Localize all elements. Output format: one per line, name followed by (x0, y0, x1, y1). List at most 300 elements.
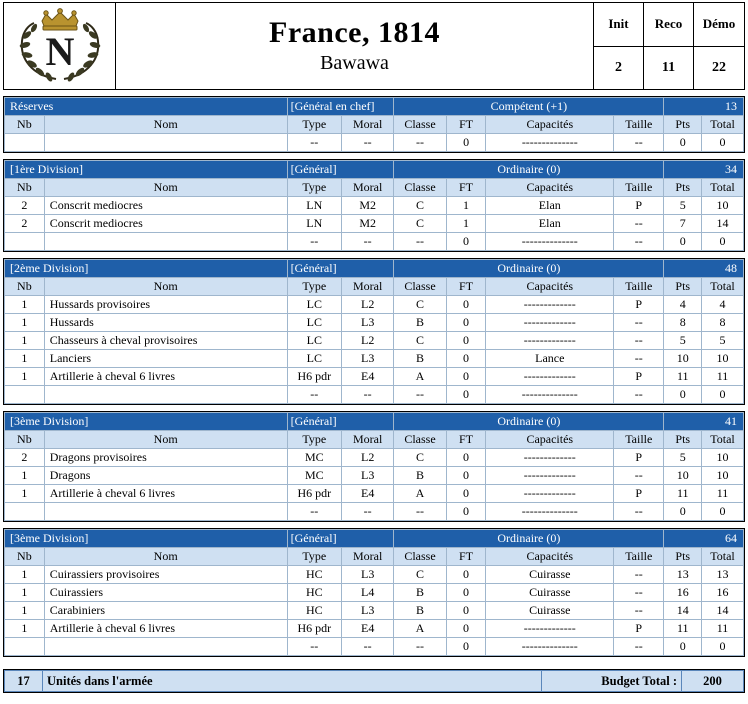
table-row[interactable] (5, 485, 744, 503)
cell-ft: 0 (446, 449, 486, 467)
cell-classe: C (394, 215, 446, 233)
cell-taille: -- (614, 332, 664, 350)
column-header-capacits: Capacités (486, 548, 614, 566)
svg-text:N: N (45, 29, 74, 74)
cell-moral: L3 (342, 467, 394, 485)
division-sections (3, 96, 745, 663)
cell-moral: L2 (342, 296, 394, 314)
column-header-type: Type (287, 179, 341, 197)
cell-taille: P (614, 197, 664, 215)
cell-type: H6 pdr (287, 620, 341, 638)
cell-total: 0 (702, 386, 744, 404)
cell-total: 5 (702, 332, 744, 350)
cell-moral: M2 (342, 215, 394, 233)
cell-total: 8 (702, 314, 744, 332)
column-header-moral: Moral (342, 278, 394, 296)
cell-ft: 0 (446, 602, 486, 620)
cell-type: H6 pdr (287, 485, 341, 503)
cell-pts: 0 (664, 233, 702, 251)
footer-budget-label: Budget Total : (542, 671, 682, 692)
cell-total: 10 (702, 197, 744, 215)
cell-cap: Elan (486, 197, 614, 215)
division-general: [Général] (287, 161, 394, 179)
division-points: 34 (664, 161, 744, 179)
cell-cap: -------------- (486, 638, 614, 656)
cell-moral: -- (342, 386, 394, 404)
cell-pts: 11 (664, 620, 702, 638)
section-spacer (3, 657, 745, 663)
cell-ft: 0 (446, 584, 486, 602)
table-row[interactable] (5, 449, 744, 467)
column-header-classe: Classe (394, 116, 446, 134)
cell-nom: Artillerie à cheval 6 livres (44, 620, 287, 638)
table-row[interactable] (5, 620, 744, 638)
cell-pts: 0 (664, 134, 702, 152)
cell-type: -- (287, 638, 341, 656)
cell-nom: Carabiniers (44, 602, 287, 620)
cell-cap: ------------- (486, 314, 614, 332)
cell-ft: 0 (446, 485, 486, 503)
napoleon-laurel-crown-N-crest-icon (4, 3, 116, 89)
division-rating: Ordinaire (0) (394, 413, 664, 431)
cell-cap: ------------- (486, 296, 614, 314)
cell-nom: Artillerie à cheval 6 livres (44, 485, 287, 503)
column-header-pts: Pts (664, 116, 702, 134)
cell-type: H6 pdr (287, 368, 341, 386)
cell-classe: -- (394, 134, 446, 152)
division-section (3, 96, 745, 153)
cell-moral: -- (342, 503, 394, 521)
column-header-nom: Nom (44, 431, 287, 449)
cell-nb: 1 (5, 566, 45, 584)
column-header-type: Type (287, 548, 341, 566)
cell-cap: -------------- (486, 134, 614, 152)
cell-nom: Artillerie à cheval 6 livres (44, 368, 287, 386)
column-header-total: Total (702, 278, 744, 296)
column-header-classe: Classe (394, 431, 446, 449)
column-header-classe: Classe (394, 278, 446, 296)
cell-taille: -- (614, 314, 664, 332)
cell-nb: 1 (5, 602, 45, 620)
cell-pts: 5 (664, 449, 702, 467)
division-banner (5, 98, 744, 116)
cell-cap: ------------- (486, 620, 614, 638)
cell-nom: Conscrit mediocres (44, 197, 287, 215)
division-section (3, 159, 745, 252)
column-header-taille: Taille (614, 179, 664, 197)
table-row[interactable] (5, 566, 744, 584)
column-header-moral: Moral (342, 548, 394, 566)
cell-total: 0 (702, 134, 744, 152)
cell-pts: 5 (664, 332, 702, 350)
cell-ft: 0 (446, 368, 486, 386)
table-row[interactable] (5, 314, 744, 332)
division-general: [Général en chef] (287, 98, 394, 116)
cell-type: -- (287, 233, 341, 251)
cell-type: LC (287, 314, 341, 332)
column-header-pts: Pts (664, 179, 702, 197)
cell-moral: E4 (342, 620, 394, 638)
column-header-classe: Classe (394, 179, 446, 197)
division-section (3, 411, 745, 522)
cell-classe: B (394, 467, 446, 485)
cell-classe: C (394, 449, 446, 467)
cell-classe: -- (394, 503, 446, 521)
cell-type: HC (287, 602, 341, 620)
cell-moral: -- (342, 134, 394, 152)
cell-moral: E4 (342, 485, 394, 503)
cell-pts: 7 (664, 215, 702, 233)
cell-type: HC (287, 566, 341, 584)
cell-moral: -- (342, 233, 394, 251)
column-header-moral: Moral (342, 116, 394, 134)
cell-taille: -- (614, 134, 664, 152)
column-header-nb: Nb (5, 548, 45, 566)
cell-classe: -- (394, 233, 446, 251)
column-header-pts: Pts (664, 278, 702, 296)
division-points: 48 (664, 260, 744, 278)
column-header-ft: FT (446, 431, 486, 449)
cell-pts: 10 (664, 467, 702, 485)
cell-total: 11 (702, 368, 744, 386)
column-header-moral: Moral (342, 179, 394, 197)
division-rating: Ordinaire (0) (394, 161, 664, 179)
column-header-nb: Nb (5, 278, 45, 296)
cell-pts: 11 (664, 485, 702, 503)
cell-ft: 0 (446, 467, 486, 485)
cell-pts: 10 (664, 350, 702, 368)
cell-type: -- (287, 503, 341, 521)
division-points: 13 (664, 98, 744, 116)
cell-cap: Cuirasse (486, 566, 614, 584)
cell-taille: P (614, 449, 664, 467)
army-name: Bawawa (320, 52, 389, 75)
cell-moral: -- (342, 638, 394, 656)
cell-nb (5, 386, 45, 404)
cell-classe: B (394, 584, 446, 602)
cell-cap: -------------- (486, 503, 614, 521)
cell-taille: P (614, 368, 664, 386)
column-header-ft: FT (446, 278, 486, 296)
cell-type: LC (287, 296, 341, 314)
cell-ft: 1 (446, 197, 486, 215)
cell-taille: -- (614, 350, 664, 368)
cell-nb: 2 (5, 197, 45, 215)
cell-cap: Cuirasse (486, 584, 614, 602)
division-rating: Ordinaire (0) (394, 530, 664, 548)
table-row[interactable] (5, 350, 744, 368)
column-header-pts: Pts (664, 548, 702, 566)
page-title: France, 1814 (269, 15, 440, 49)
cell-pts: 0 (664, 638, 702, 656)
cell-pts: 0 (664, 503, 702, 521)
cell-cap: -------------- (486, 233, 614, 251)
cell-ft: 0 (446, 566, 486, 584)
stat-label-demo: Démo (702, 16, 736, 32)
cell-pts: 4 (664, 296, 702, 314)
column-header-type: Type (287, 431, 341, 449)
column-header-nom: Nom (44, 179, 287, 197)
cell-taille: -- (614, 566, 664, 584)
cell-classe: C (394, 296, 446, 314)
column-header-row (5, 548, 744, 566)
cell-ft: 0 (446, 332, 486, 350)
division-general: [Général] (287, 530, 394, 548)
cell-nom: Hussards provisoires (44, 296, 287, 314)
cell-classe: -- (394, 386, 446, 404)
column-header-capacits: Capacités (486, 278, 614, 296)
column-header-total: Total (702, 548, 744, 566)
cell-pts: 16 (664, 584, 702, 602)
cell-type: LC (287, 332, 341, 350)
division-banner (5, 530, 744, 548)
column-header-ft: FT (446, 179, 486, 197)
cell-nom (44, 134, 287, 152)
table-row[interactable] (5, 233, 744, 251)
division-general: [Général] (287, 260, 394, 278)
cell-classe: C (394, 332, 446, 350)
cell-total: 4 (702, 296, 744, 314)
cell-classe: C (394, 566, 446, 584)
column-header-moral: Moral (342, 431, 394, 449)
cell-classe: A (394, 368, 446, 386)
cell-nb: 1 (5, 368, 45, 386)
cell-taille: -- (614, 602, 664, 620)
division-name: [1ère Division] (5, 161, 288, 179)
division-name: [2ème Division] (5, 260, 288, 278)
cell-cap: ------------- (486, 332, 614, 350)
footer-budget-total: 200 (682, 671, 744, 692)
cell-cap: ------------- (486, 467, 614, 485)
table-row[interactable] (5, 638, 744, 656)
stat-label-reco: Reco (644, 3, 694, 46)
cell-total: 0 (702, 233, 744, 251)
cell-nb (5, 503, 45, 521)
column-header-ft: FT (446, 548, 486, 566)
cell-nb (5, 638, 45, 656)
column-header-nb: Nb (5, 179, 45, 197)
stat-value-reco: 11 (644, 47, 694, 90)
cell-nb: 1 (5, 620, 45, 638)
cell-cap: Cuirasse (486, 602, 614, 620)
cell-total: 16 (702, 584, 744, 602)
cell-moral: L3 (342, 314, 394, 332)
sheet-header (3, 2, 745, 90)
cell-total: 14 (702, 602, 744, 620)
cell-taille: -- (614, 215, 664, 233)
table-row[interactable] (5, 386, 744, 404)
cell-total: 0 (702, 503, 744, 521)
cell-ft: 0 (446, 134, 486, 152)
cell-classe: B (394, 602, 446, 620)
column-header-type: Type (287, 116, 341, 134)
cell-nom: Lanciers (44, 350, 287, 368)
cell-moral: L3 (342, 566, 394, 584)
stat-value-init: 2 (594, 47, 644, 90)
column-header-total: Total (702, 116, 744, 134)
cell-nb: 2 (5, 215, 45, 233)
column-header-nb: Nb (5, 431, 45, 449)
cell-nb (5, 134, 45, 152)
cell-pts: 0 (664, 386, 702, 404)
table-row[interactable] (5, 584, 744, 602)
division-points: 64 (664, 530, 744, 548)
division-name: [3ème Division] (5, 530, 288, 548)
cell-nom: Cuirassiers (44, 584, 287, 602)
cell-nb: 1 (5, 584, 45, 602)
cell-taille: -- (614, 584, 664, 602)
column-header-taille: Taille (614, 116, 664, 134)
cell-nom: Conscrit mediocres (44, 215, 287, 233)
cell-type: MC (287, 449, 341, 467)
column-header-row (5, 431, 744, 449)
cell-nb: 1 (5, 485, 45, 503)
table-row[interactable] (5, 602, 744, 620)
cell-classe: B (394, 350, 446, 368)
division-banner (5, 260, 744, 278)
cell-nom: Dragons (44, 467, 287, 485)
cell-pts: 11 (664, 368, 702, 386)
division-section (3, 258, 745, 405)
cell-total: 13 (702, 566, 744, 584)
cell-ft: 0 (446, 314, 486, 332)
cell-nb: 1 (5, 296, 45, 314)
cell-classe: B (394, 314, 446, 332)
column-header-row (5, 278, 744, 296)
cell-taille: -- (614, 503, 664, 521)
column-header-nom: Nom (44, 548, 287, 566)
cell-pts: 14 (664, 602, 702, 620)
cell-taille: P (614, 620, 664, 638)
footer-unit-count: 17 (5, 671, 43, 692)
table-row[interactable] (5, 503, 744, 521)
stat-value-demo: 22 (712, 59, 726, 75)
cell-nom: Dragons provisoires (44, 449, 287, 467)
column-header-nom: Nom (44, 278, 287, 296)
cell-total: 10 (702, 350, 744, 368)
cell-type: -- (287, 386, 341, 404)
cell-moral: L4 (342, 584, 394, 602)
cell-classe: A (394, 620, 446, 638)
column-header-pts: Pts (664, 431, 702, 449)
cell-taille: P (614, 296, 664, 314)
column-header-capacits: Capacités (486, 179, 614, 197)
table-row[interactable] (5, 296, 744, 314)
division-rating: Ordinaire (0) (394, 260, 664, 278)
cell-moral: L3 (342, 350, 394, 368)
cell-pts: 8 (664, 314, 702, 332)
cell-ft: 1 (446, 215, 486, 233)
table-row[interactable] (5, 215, 744, 233)
column-header-capacits: Capacités (486, 116, 614, 134)
army-stats-box (594, 3, 744, 89)
column-header-taille: Taille (614, 278, 664, 296)
cell-type: LN (287, 197, 341, 215)
cell-total: 14 (702, 215, 744, 233)
cell-nom (44, 386, 287, 404)
cell-total: 10 (702, 449, 744, 467)
cell-cap: -------------- (486, 386, 614, 404)
cell-nb: 1 (5, 332, 45, 350)
cell-taille: -- (614, 386, 664, 404)
cell-type: MC (287, 467, 341, 485)
sheet-footer (3, 669, 745, 693)
cell-nom: Hussards (44, 314, 287, 332)
cell-classe: C (394, 197, 446, 215)
cell-nb: 1 (5, 350, 45, 368)
cell-total: 10 (702, 467, 744, 485)
cell-cap: ------------- (486, 368, 614, 386)
cell-ft: 0 (446, 350, 486, 368)
column-header-taille: Taille (614, 548, 664, 566)
column-header-total: Total (702, 179, 744, 197)
cell-cap: Elan (486, 215, 614, 233)
column-header-row (5, 116, 744, 134)
cell-moral: M2 (342, 197, 394, 215)
cell-taille: -- (614, 638, 664, 656)
division-banner (5, 161, 744, 179)
cell-cap: Lance (486, 350, 614, 368)
cell-ft: 0 (446, 386, 486, 404)
column-header-classe: Classe (394, 548, 446, 566)
cell-type: LN (287, 215, 341, 233)
cell-nb (5, 233, 45, 251)
division-general: [Général] (287, 413, 394, 431)
cell-nb: 2 (5, 449, 45, 467)
cell-ft: 0 (446, 503, 486, 521)
cell-ft: 0 (446, 233, 486, 251)
column-header-total: Total (702, 431, 744, 449)
cell-nom (44, 233, 287, 251)
table-row[interactable] (5, 197, 744, 215)
cell-total: 0 (702, 638, 744, 656)
cell-nb: 1 (5, 314, 45, 332)
cell-classe: A (394, 485, 446, 503)
cell-type: HC (287, 584, 341, 602)
cell-nom (44, 503, 287, 521)
column-header-taille: Taille (614, 431, 664, 449)
division-rating: Compétent (+1) (394, 98, 664, 116)
cell-ft: 0 (446, 620, 486, 638)
cell-moral: L2 (342, 449, 394, 467)
cell-moral: L3 (342, 602, 394, 620)
table-row[interactable] (5, 467, 744, 485)
table-row[interactable] (5, 332, 744, 350)
footer-unit-label: Unités dans l'armée (43, 671, 542, 692)
column-header-capacits: Capacités (486, 431, 614, 449)
cell-pts: 5 (664, 197, 702, 215)
division-name: [3ème Division] (5, 413, 288, 431)
cell-type: LC (287, 350, 341, 368)
cell-ft: 0 (446, 638, 486, 656)
cell-total: 11 (702, 485, 744, 503)
cell-cap: ------------- (486, 449, 614, 467)
cell-ft: 0 (446, 296, 486, 314)
column-header-nb: Nb (5, 116, 45, 134)
cell-cap: ------------- (486, 485, 614, 503)
cell-type: -- (287, 134, 341, 152)
table-row[interactable] (5, 134, 744, 152)
cell-moral: E4 (342, 368, 394, 386)
table-row[interactable] (5, 368, 744, 386)
column-header-ft: FT (446, 116, 486, 134)
division-name: Réserves (5, 98, 288, 116)
division-points: 41 (664, 413, 744, 431)
cell-taille: -- (614, 233, 664, 251)
column-header-row (5, 179, 744, 197)
stat-label-init: Init (594, 3, 644, 46)
title-block (116, 3, 594, 89)
